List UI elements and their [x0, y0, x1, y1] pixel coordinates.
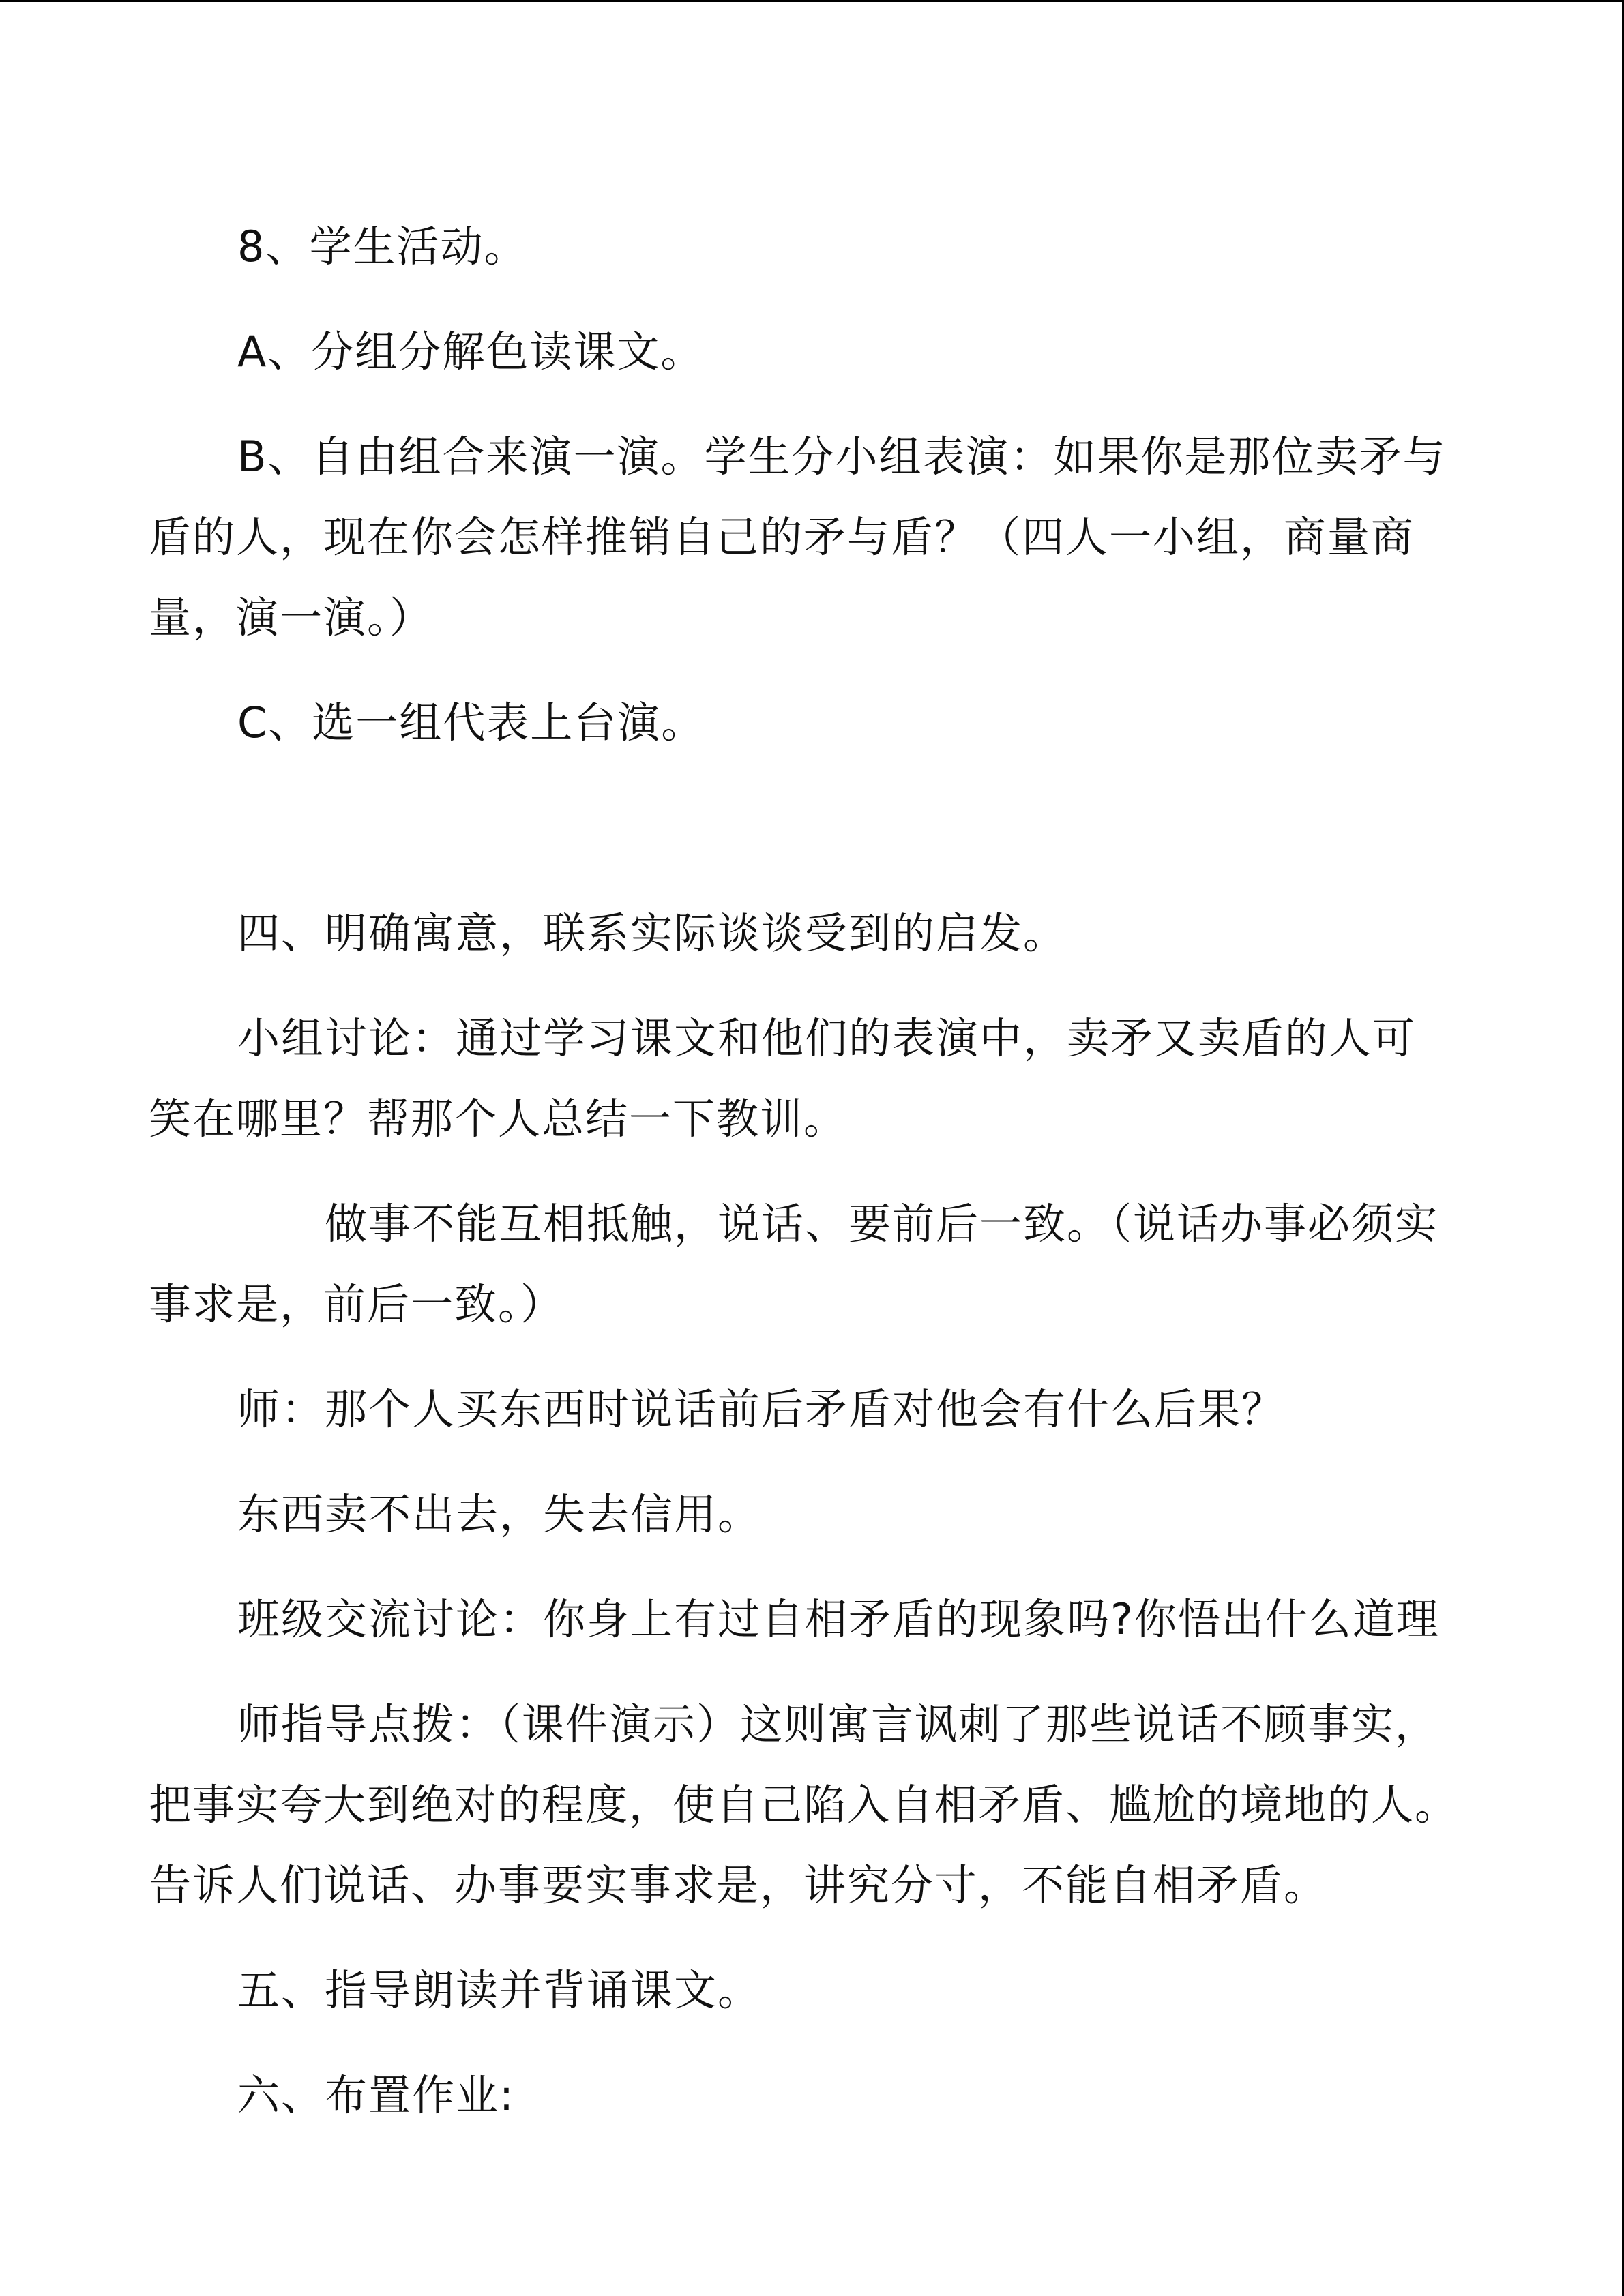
paragraph-b-free-performance: B、自由组合来演一演。学生分小组表演：如果你是那位卖矛与盾的人，现在你会怎样推销自己的矛与盾？（四人一小组，商量商量，演一演。） — [149, 432, 1447, 642]
paragraph-answer: 东西卖不出去，失去信用。 — [237, 1489, 762, 1539]
paragraph-teacher-question: 师：那个人买东西时说话前后矛盾对他会有什么后果？ — [237, 1384, 1286, 1434]
paragraph-group-discussion: 小组讨论：通过学习课文和他们的表演中，卖矛又卖盾的人可笑在哪里？帮那个人总结一下教训。 — [149, 1013, 1417, 1144]
paragraph-student-activity: 8、学生活动。 — [237, 222, 528, 271]
paragraph-class-discussion: 班级交流讨论：你身上有过自相矛盾的现象吗?你悟出什么道理 — [237, 1594, 1440, 1644]
section-four-heading: 四、明确寓意，联系实际谈谈受到的启发。 — [237, 908, 1067, 958]
paragraph-c-group-on-stage: C、选一组代表上台演。 — [237, 698, 705, 747]
section-spacer — [149, 788, 1458, 893]
paragraph-lesson-summary: 做事不能互相抵触，说话、要前后一致。（说话办事必须实事求是，前后一致。） — [149, 1199, 1439, 1329]
paragraph-a-group-reading: A、分组分解色读课文。 — [237, 327, 705, 376]
paragraph-teacher-guidance: 师指导点拨：（课件演示）这则寓言讽刺了那些说话不顾事实，把事实夸大到绝对的程度，使自己陷入自相矛盾、尴尬的境地的人。告诉人们说话、办事要实事求是，讲究分寸，不能自相矛盾。 — [149, 1699, 1459, 1910]
section-six-heading: 六、布置作业: — [237, 2070, 515, 2120]
document-body — [149, 207, 1458, 2160]
section-five-heading: 五、指导朗读并背诵课文。 — [237, 1965, 762, 2015]
